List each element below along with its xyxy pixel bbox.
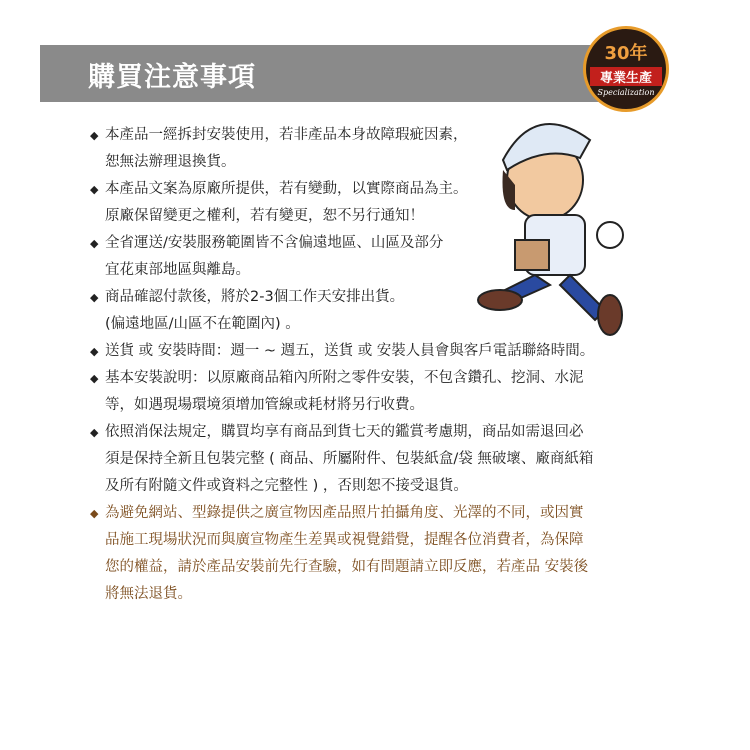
notice-line: (偏遠地區/山區不在範圍內) 。 <box>105 316 300 332</box>
notice-item <box>90 230 594 284</box>
diamond-bullet-icon: ◆ <box>90 426 99 439</box>
diamond-bullet-icon: ◆ <box>90 129 99 142</box>
diamond-bullet-icon: ◆ <box>90 372 99 385</box>
notice-line: 依照消保法規定，購買均享有商品到貨七天的鑑賞考慮期，商品如需退回必 <box>105 424 584 440</box>
notice-line: 品施工現場狀況而與廣宣物產生差異或視覺錯覺，提醒各位消費者，為保障 <box>105 532 584 548</box>
notice-line: 商品確認付款後，將於2-3個工作天安排出貨。 <box>105 289 405 305</box>
notice-item <box>90 176 594 230</box>
notice-line: 等，如遇現場環境須增加管線或耗材將另行收費。 <box>105 397 424 413</box>
diamond-bullet-icon: ◆ <box>90 507 99 520</box>
notice-line: 送貨 或 安裝時間：週一 ~ 週五，送貨 或 安裝人員會與客戶電話聯絡時間。 <box>105 343 595 359</box>
notice-item <box>90 419 594 500</box>
badge-script: Specialization <box>597 88 655 97</box>
notice-line: 為避免網站、型錄提供之廣宣物因產品照片拍攝角度、光澤的不同，或因實 <box>105 505 584 521</box>
notice-line: 基本安裝說明：以原廠商品箱內所附之零件安裝，不包含鑽孔、挖洞、水泥 <box>105 370 584 386</box>
notice-line: 及所有附隨文件或資料之完整性 ) ，否則恕不接受退貨。 <box>105 478 468 494</box>
diamond-bullet-icon: ◆ <box>90 291 99 304</box>
badge-years: 30年 <box>604 43 648 64</box>
badge-label: 專業生產 <box>590 67 662 86</box>
notice-line: 將無法退貨。 <box>105 586 192 602</box>
notice-item <box>90 365 594 419</box>
notice-line: 原廠保留變更之權利，若有變更，恕不另行通知！ <box>105 208 424 224</box>
page-title: 購買注意事項 <box>88 62 256 93</box>
diamond-bullet-icon: ◆ <box>90 237 99 250</box>
notice-item <box>90 500 594 608</box>
notice-line: 恕無法辦理退換貨。 <box>105 154 236 170</box>
notice-line: 須是保持全新且包裝完整 ( 商品、所屬附件、包裝紙盒/袋 無破壞、廠商紙箱 <box>105 451 594 467</box>
notice-line: 您的權益，請於產品安裝前先行查驗，如有問題請立即反應，若產品 安裝後 <box>105 559 589 575</box>
notice-list <box>90 122 594 608</box>
notice-item <box>90 122 594 176</box>
notice-line: 全省運送/安裝服務範圍皆不含偏遠地區、山區及部分 <box>105 235 444 251</box>
notice-line: 本產品一經拆封安裝使用，若非產品本身故障瑕疵因素， <box>105 127 468 143</box>
diamond-bullet-icon: ◆ <box>90 183 99 196</box>
notice-item <box>90 338 594 365</box>
notice-line: 本產品文案為原廠所提供，若有變動，以實際商品為主。 <box>105 181 468 197</box>
notice-item <box>90 284 594 338</box>
notice-line: 宜花東部地區與離島。 <box>105 262 250 278</box>
diamond-bullet-icon: ◆ <box>90 345 99 358</box>
